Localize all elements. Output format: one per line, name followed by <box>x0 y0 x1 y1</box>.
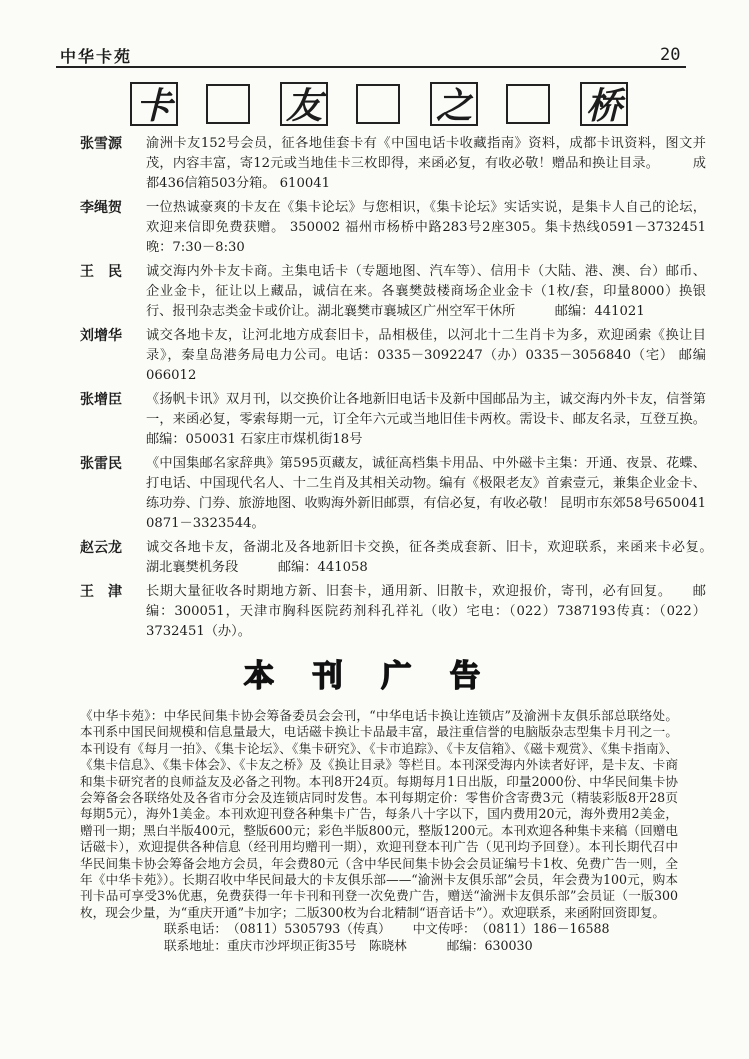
magazine-name: 中华卡苑 <box>60 47 133 66</box>
list-item <box>56 454 706 534</box>
contact-phone-label: 联系电话： <box>164 921 227 937</box>
card-friend-entries <box>56 134 720 646</box>
contact-line-phone <box>80 921 678 937</box>
entry-name: 张雪源 <box>80 136 122 152</box>
postcode-label: 邮编： <box>446 937 485 953</box>
entry-text: 《中国集邮名家辞典》第595页藏友，诚征高档集卡用品、中外磁卡主集：开通、夜景、花蝶、打电话、中国现代名人、十二生肖及其相关动物。编有《极限老友》首索壹元，兼集企业金卡、练功券、门券、旅游地图、收购海外新旧邮票，有信必复，有收必敬！ 昆明市东郊58号650041 0871－3323544。 <box>146 456 706 531</box>
title-spacer-box <box>206 84 250 124</box>
ad-section-title <box>232 660 492 696</box>
section-title-char: 桥 <box>580 82 628 126</box>
entry-text: 长期大量征收各时期地方新、旧套卡，通用新、旧散卡，欢迎报价，寄刊，必有回复。 邮编：300051，天津市胸科医院药剂科孔祥礼（收）宅电：（022）7387193传真：（022）3732451（办）。 <box>146 584 706 639</box>
contact-phone: （0811）5305793（传真） <box>226 921 391 937</box>
entry-name: 赵云龙 <box>80 540 122 556</box>
entry-text: 渝洲卡友152号会员，征各地佳套卡有《中国电话卡收藏指南》资料，成都卡讯资料，图文并茂，内容丰富，寄12元或当地佳卡三枚即得，来函必复，有收必敬！赠品和换让目录。 成都436信箱503分箱。 610041 <box>146 136 706 191</box>
title-spacer-box <box>506 84 550 124</box>
header-rule <box>56 66 686 68</box>
entry-text: 诚交各地卡友，备湖北及各地新旧卡交换，征各类成套新、旧卡，欢迎联系，来函来卡必复。 湖北襄樊机务段 邮编：441058 <box>146 540 720 575</box>
postcode: 630030 <box>484 937 533 953</box>
title-spacer-box <box>356 84 400 124</box>
section-title <box>130 82 630 128</box>
pager-label: 中文传呼： <box>412 921 476 937</box>
ad-title-char: 广 <box>381 659 412 694</box>
list-item <box>56 262 706 322</box>
pager-number: （0811）186－16588 <box>475 921 610 937</box>
section-title-char: 之 <box>430 82 478 126</box>
entry-name: 王 津 <box>80 584 122 600</box>
list-item <box>56 390 706 450</box>
ad-title-char: 告 <box>449 659 480 694</box>
entry-text: 《扬帆卡讯》双月刊，以交换价让各地新旧电话卡及新中国邮品为主，诚交海内外卡友，信誉第一，来函必复，零索每期一元，订全年六元或当地旧佳卡两枚。需设卡、邮友名录，互登互换。邮编：050031 石家庄市煤机街18号 <box>146 392 706 447</box>
list-item <box>56 134 706 194</box>
entry-name: 刘增华 <box>80 328 122 344</box>
ad-title-char: 本 <box>244 659 274 694</box>
list-item <box>56 326 706 386</box>
entry-text: 诚交海内外卡友卡商。主集电话卡（专题地图、汽车等）、信用卡（大陆、港、澳、台）邮币、企业金卡，征让以上藏品，诚信在来。各襄樊鼓楼商场企业金卡（1枚/套，印量8000）换银行、报刊杂志类金卡或价让。湖北襄樊市襄城区广州空军干休所 邮编：441021 <box>146 264 706 319</box>
entry-name: 张增臣 <box>80 392 122 408</box>
ad-body: 《中华卡苑》：中华民间集卡协会筹备委员会会刊，“中华电话卡换让连锁店”及渝洲卡友俱乐部总联络处。本刊系中国民间规模和信息量最大，电话磁卡换让卡品最丰富，最注重信誉的电脑版杂志型集卡月刊之一。本刊设有《每月一拍》、《集卡论坛》、《集卡研究》、《卡市追踪》、《卡友信箱》、《磁卡观赏》、《集卡指南》、《集卡信息》、《集卡体会》、《卡友之桥》及《换让目录》等栏目。本刊深受海内外读者好评，是卡友、卡商和集卡研究者的良师益友及必备之刊物。本刊8开24页。每期每月1日出版，印量2000份、中华民间集卡协会筹备会各联络处及各省市分会及连锁店同时发售。本刊每期定价：零售价含寄费3元（精装彩版8开28页每期5元），海外1美金。本刊欢迎刊登各种集卡广告，每条八十字以下，国内费用20元，海外费用2美金，赠刊一期；黑白半版400元，整版600元；彩色半版800元，整版1200元。本刊欢迎各种集卡来稿（回赠电话磁卡），欢迎提供各种信息（经刊用均赠刊一期），欢迎刊登本刊广告（见刊均予回登）。本刊长期代召中华民间集卡协会筹备会地方会员，年会费80元（含中华民间集卡协会会员证编号卡1枚、免费广告一则，全年《中华卡苑》）。长期召收中华民间最大的卡友俱乐部——“渝洲卡友俱乐部”会员，年会费为100元，购本刊卡品可享受3%优惠，免费获得一年卡刊和刊登一次免费广告，赠送“渝洲卡友俱乐部”会员证（一版300枚，现会少量，为“重庆开通”卡加字；二版300枚为台北精制“语音话卡”）。欢迎联系，来函附回资即复。 <box>80 708 678 920</box>
list-item <box>56 198 706 258</box>
entry-name: 王 民 <box>80 264 122 280</box>
list-item <box>56 582 706 642</box>
address-label: 联系地址： <box>164 937 227 953</box>
section-title-char: 友 <box>280 82 328 126</box>
ad-title-char: 刊 <box>312 659 343 694</box>
list-item <box>56 538 720 578</box>
section-title-char: 卡 <box>130 82 178 126</box>
contact-line-address <box>80 938 678 954</box>
entry-text: 诚交各地卡友，让河北地方成套旧卡，品相极佳，以河北十二生肖卡为多，欢迎函索《换让目录》，秦皇岛港务局电力公司。电话：0335－3092247（办）0335－3056840（宅） 邮编066012 <box>146 328 706 383</box>
entry-name: 张雷民 <box>80 456 122 472</box>
ad-block <box>80 708 678 954</box>
entry-text: 一位热诚豪爽的卡友在《集卡论坛》与您相识，《集卡论坛》实话实说，是集卡人自己的论坛，欢迎来信即免费获赠。 350002 福州市杨桥中路283号2座305。集卡热线0591－3732451晚：7:30－8:30 <box>146 200 706 255</box>
entry-name: 李绳贺 <box>80 200 122 216</box>
page-number: 20 <box>660 45 681 65</box>
address: 重庆市沙坪坝正街35号 陈晓林 <box>226 937 407 953</box>
